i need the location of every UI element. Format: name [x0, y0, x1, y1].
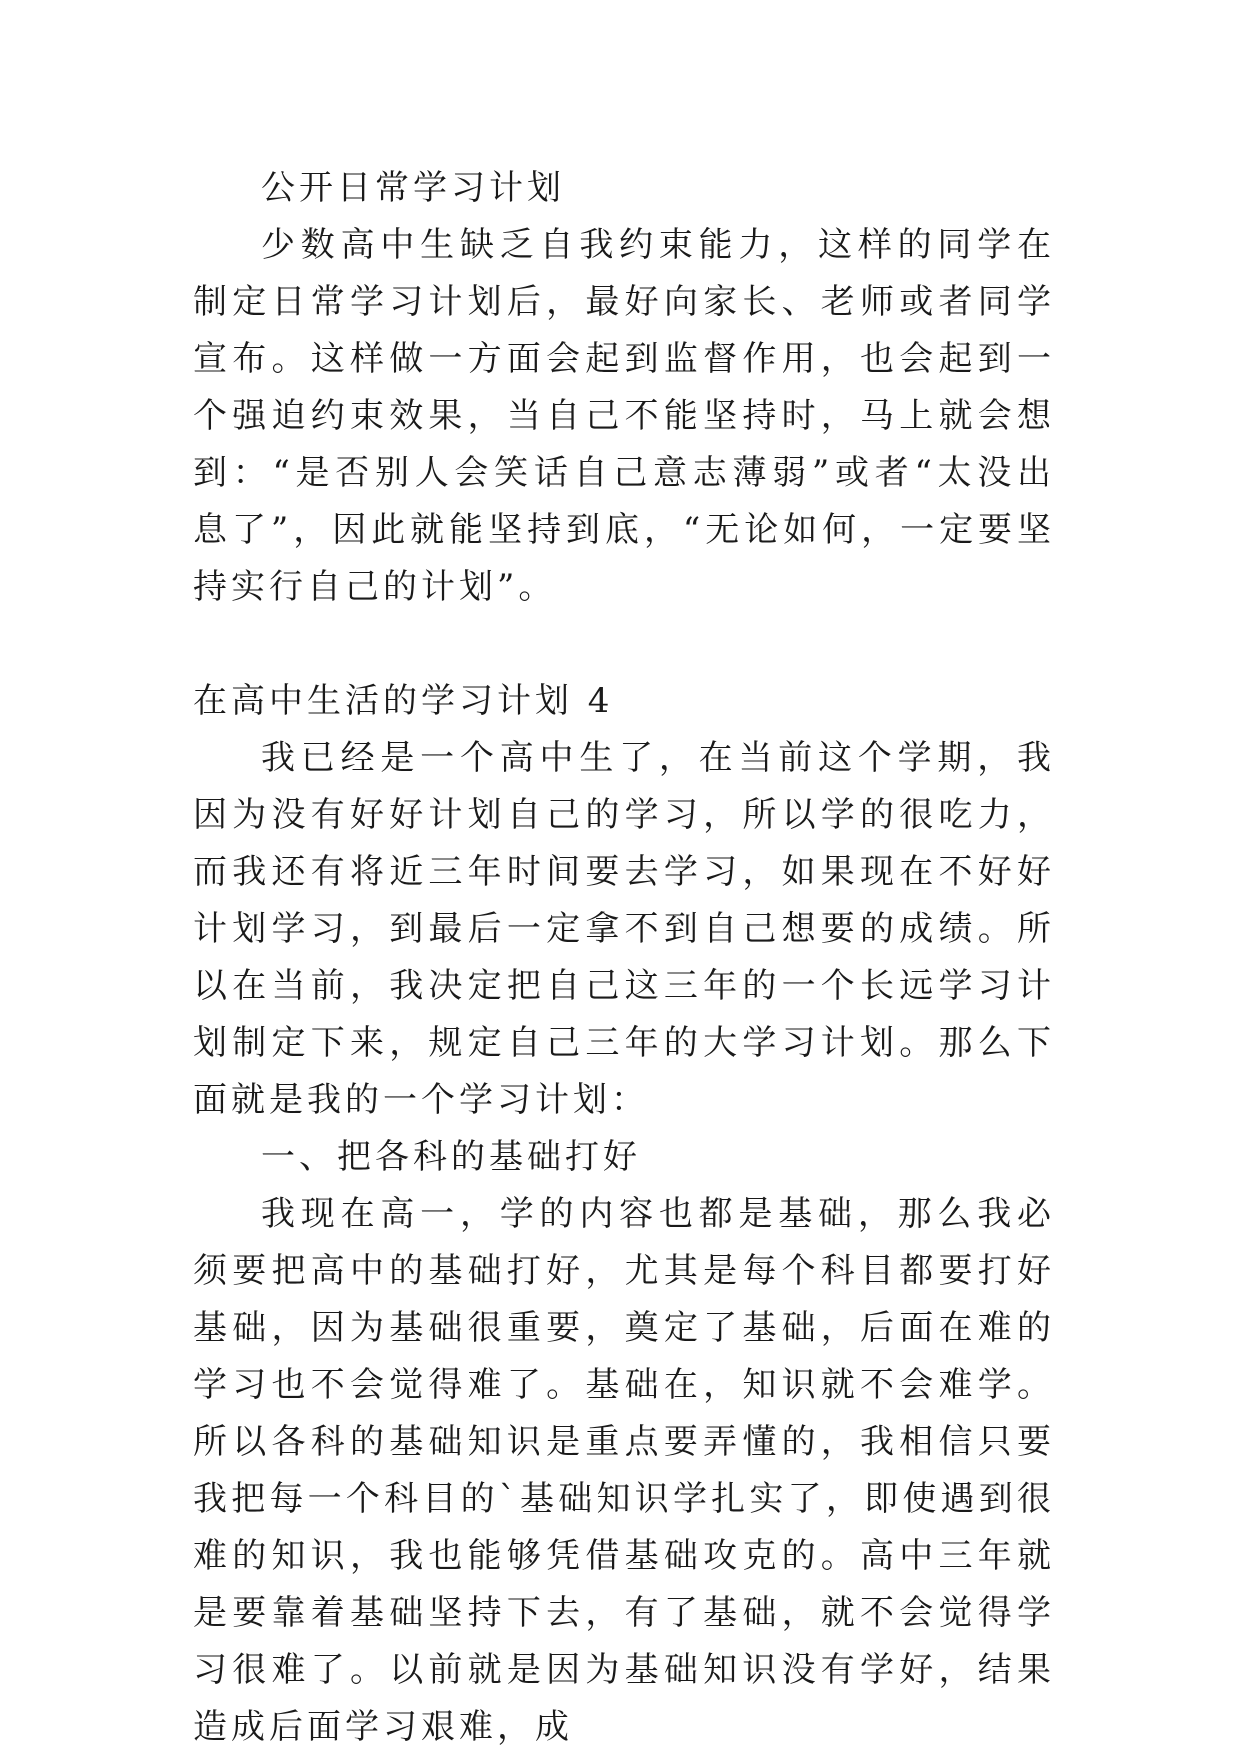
paragraph-gap [193, 616, 1055, 673]
body-paragraph: 少数高中生缺乏自我约束能力，这样的同学在制定日常学习计划后，最好向家长、老师或者同学宣布。这样做一方面会起到监督作用，也会起到一个强迫约束效果，当自己不能坚持时，马上就会想到：“是否别人会笑话自己意志薄弱”或者“太没出息了”，因此就能坚持到底，“无论如何，一定要坚持实行自己的计划”。 [193, 225, 1055, 607]
section-title: 在高中生活的学习计划 4 [193, 681, 614, 721]
subheading: 一、把各科的基础打好 [261, 1137, 641, 1177]
body-paragraph: 我已经是一个高中生了，在当前这个学期，我因为没有好好计划自己的学习，所以学的很吃力，而我还有将近三年时间要去学习，如果现在不好好计划学习，到最后一定拿不到自己想要的成绩。所以在当前，我决定把自己这三年的一个长远学习计划制定下来，规定自己三年的大学习计划。那么下面就是我的一个学习计划： [193, 738, 1055, 1120]
section-heading: 公开日常学习计划 [261, 168, 565, 208]
document-body [193, 160, 1055, 1756]
body-paragraph: 我现在高一，学的内容也都是基础，那么我必须要把高中的基础打好，尤其是每个科目都要打好基础，因为基础很重要，奠定了基础，后面在难的学习也不会觉得难了。基础在，知识就不会难学。所以各科的基础知识是重点要弄懂的，我相信只要我把每一个科目的`基础知识学扎实了，即使遇到很难的知识，我也能够凭借基础攻克的。高中三年就是要靠着基础坚持下去，有了基础，就不会觉得学习很难了。以前就是因为基础知识没有学好，结果造成后面学习艰难，成 [193, 1194, 1055, 1747]
